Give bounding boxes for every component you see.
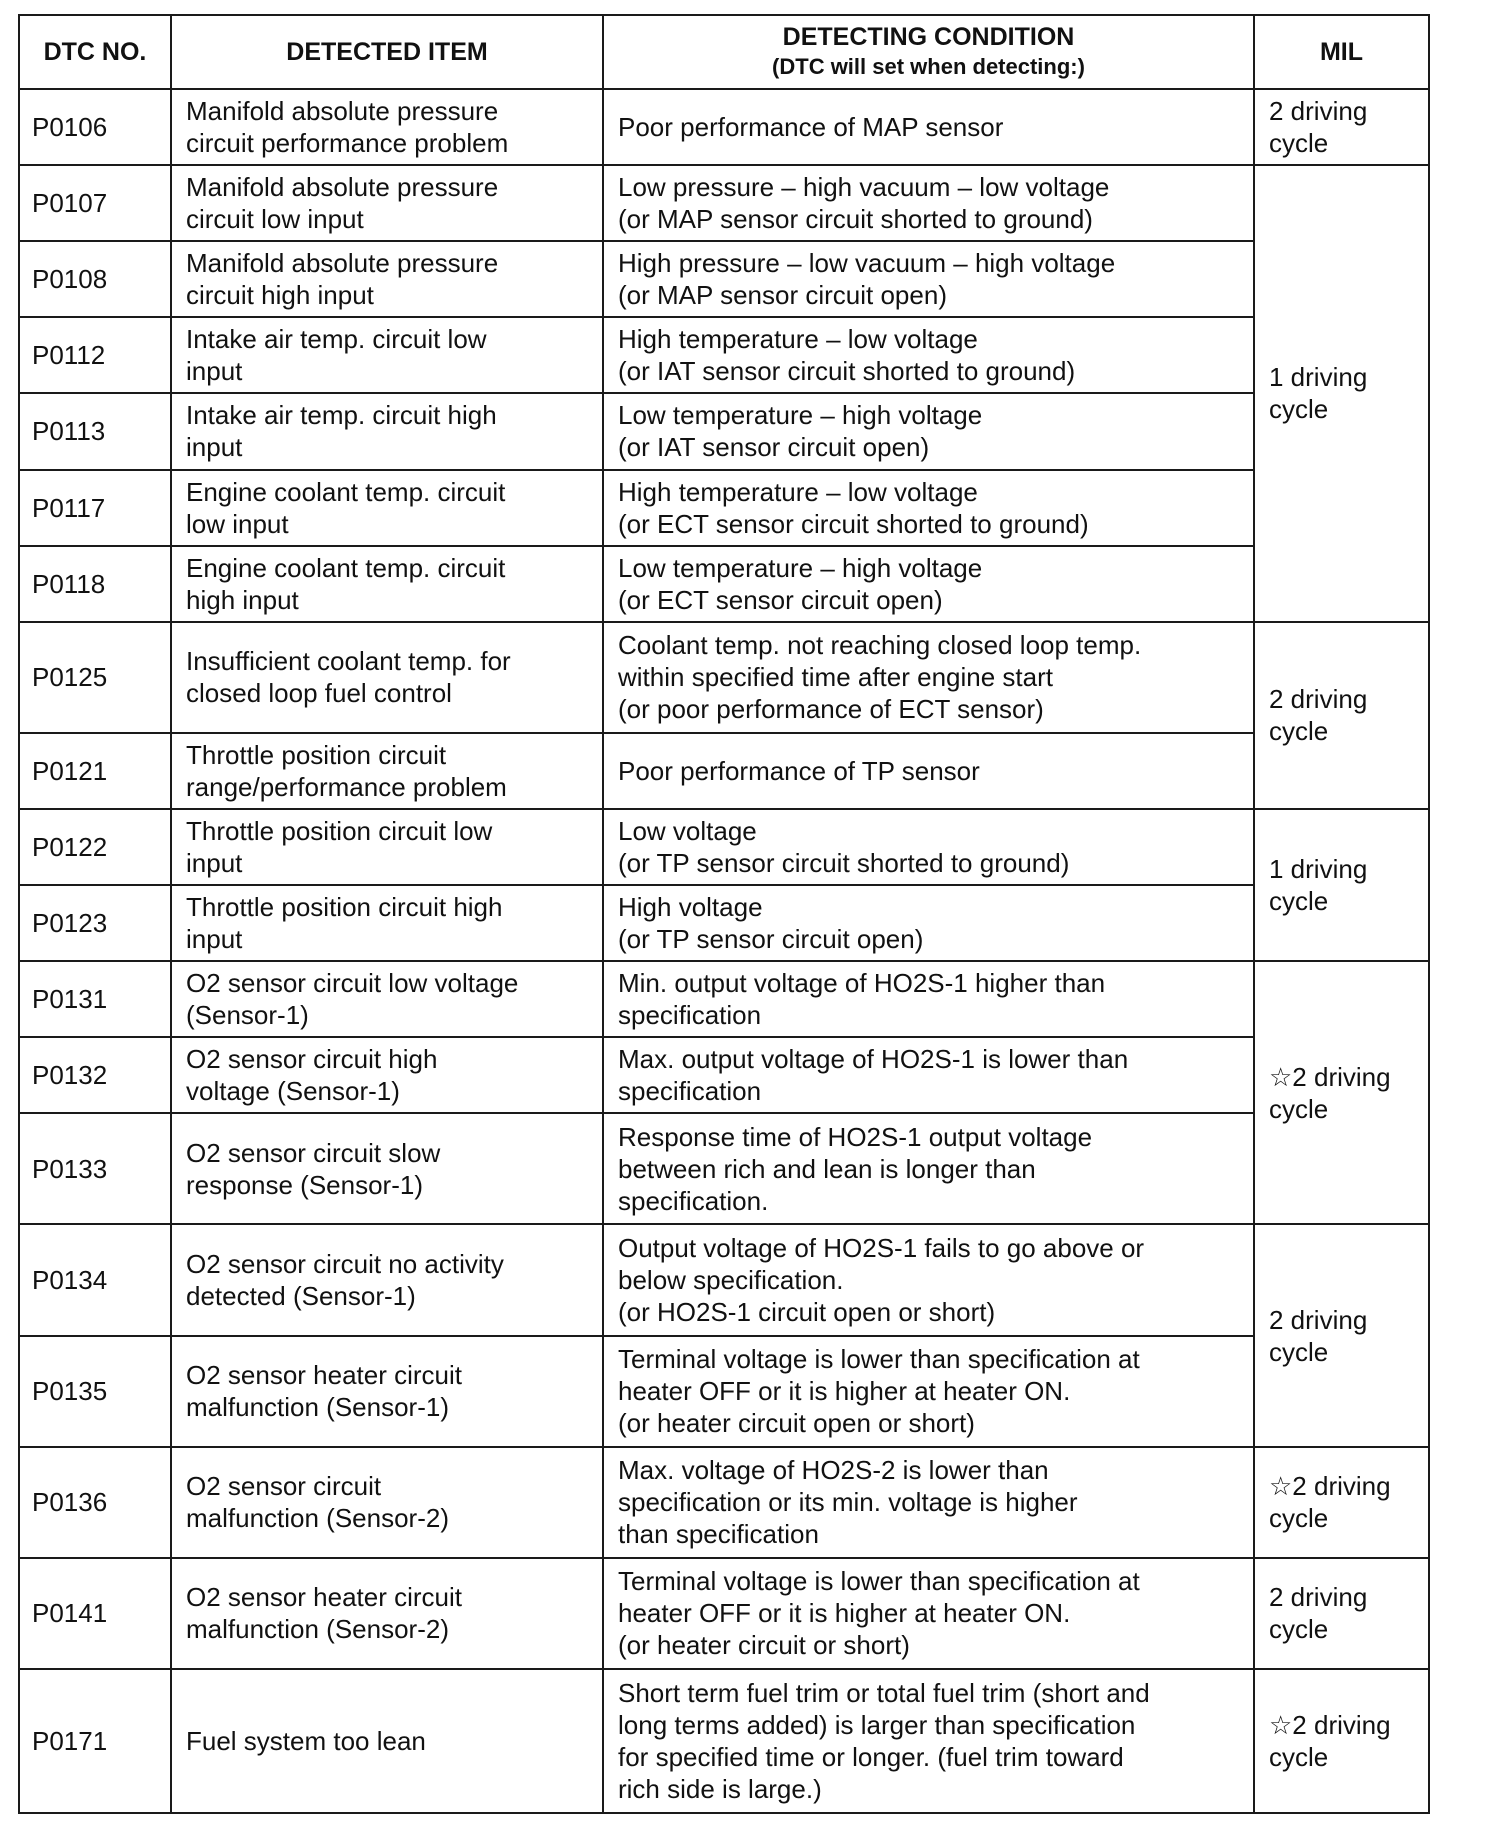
detecting-condition-line: High pressure – low vacuum – high voltage <box>618 248 1116 279</box>
detecting-condition <box>603 470 1254 546</box>
table-row <box>19 470 1429 546</box>
mil-value-line: 1 driving <box>1269 854 1368 885</box>
detected-item-line: Intake air temp. circuit low <box>186 324 487 355</box>
mil-value <box>1254 622 1429 809</box>
header-condition-title: DETECTING CONDITION <box>782 23 1075 51</box>
dtc-code: P0134 <box>19 1224 171 1335</box>
detecting-condition <box>603 733 1254 809</box>
detected-item-line: O2 sensor circuit <box>186 1471 382 1502</box>
mil-value <box>1254 809 1429 961</box>
table-row <box>19 165 1429 241</box>
detecting-condition <box>603 1224 1254 1335</box>
table-row <box>19 1224 1429 1335</box>
detected-item-line: high input <box>186 584 299 615</box>
detected-item <box>171 961 603 1037</box>
detected-item-line: Engine coolant temp. circuit <box>186 476 506 507</box>
detecting-condition-line: specification <box>618 1076 762 1107</box>
detected-item-line: Throttle position circuit <box>186 739 447 770</box>
detected-item-line: circuit performance problem <box>186 128 509 159</box>
mil-value <box>1254 89 1429 165</box>
detected-item-line: input <box>186 356 243 387</box>
detected-item-line: range/performance problem <box>186 771 507 802</box>
table-row <box>19 809 1429 885</box>
detected-item-line: voltage (Sensor-1) <box>186 1076 400 1107</box>
detected-item <box>171 393 603 469</box>
dtc-code: P0136 <box>19 1447 171 1558</box>
detecting-condition-line: Max. voltage of HO2S-2 is lower than <box>618 1455 1049 1486</box>
detecting-condition <box>603 165 1254 241</box>
detecting-condition-line: Low pressure – high vacuum – low voltage <box>618 172 1110 203</box>
detecting-condition-line: (or ECT sensor circuit open) <box>618 584 943 615</box>
detecting-condition-line: Max. output voltage of HO2S-1 is lower than <box>618 1044 1129 1075</box>
detected-item <box>171 546 603 622</box>
table-row <box>19 885 1429 961</box>
detecting-condition <box>603 1669 1254 1813</box>
table-row <box>19 241 1429 317</box>
detected-item <box>171 241 603 317</box>
dtc-code: P0135 <box>19 1336 171 1447</box>
detected-item <box>171 1113 603 1224</box>
detected-item-line: Manifold absolute pressure <box>186 96 499 127</box>
detected-item-line: O2 sensor circuit low voltage <box>186 968 519 999</box>
detected-item <box>171 1037 603 1113</box>
detecting-condition <box>603 885 1254 961</box>
detecting-condition <box>603 393 1254 469</box>
table-row <box>19 393 1429 469</box>
dtc-code: P0107 <box>19 165 171 241</box>
detected-item-line: circuit low input <box>186 204 364 235</box>
detecting-condition-line: Output voltage of HO2S-1 fails to go above or <box>618 1233 1145 1263</box>
detected-item-line: Intake air temp. circuit high <box>186 400 497 431</box>
dtc-code: P0131 <box>19 961 171 1037</box>
dtc-code: P0132 <box>19 1037 171 1113</box>
detected-item <box>171 317 603 393</box>
mil-value-line: cycle <box>1269 128 1329 159</box>
table-row <box>19 1037 1429 1113</box>
mil-value-line: cycle <box>1269 1614 1329 1645</box>
mil-value <box>1254 1558 1429 1669</box>
detected-item-line: detected (Sensor-1) <box>186 1281 416 1311</box>
detecting-condition <box>603 89 1254 165</box>
detected-item <box>171 733 603 809</box>
detected-item <box>171 1336 603 1447</box>
detected-item <box>171 165 603 241</box>
dtc-code: P0141 <box>19 1558 171 1669</box>
detecting-condition-line: (or HO2S-1 circuit open or short) <box>618 1297 996 1327</box>
table-row <box>19 1669 1429 1813</box>
dtc-code: P0121 <box>19 733 171 809</box>
detected-item <box>171 809 603 885</box>
table-row <box>19 1447 1429 1558</box>
detected-item-line: O2 sensor heater circuit <box>186 1360 463 1391</box>
detecting-condition-line: specification <box>618 1000 762 1031</box>
detecting-condition <box>603 1113 1254 1224</box>
mil-value-line: ☆2 driving <box>1269 1471 1391 1502</box>
detecting-condition-line: (or heater circuit or short) <box>618 1630 910 1661</box>
detecting-condition <box>603 546 1254 622</box>
table-row <box>19 1113 1429 1224</box>
detecting-condition-line: (or MAP sensor circuit shorted to ground) <box>618 204 1093 235</box>
detecting-condition-line: (or TP sensor circuit open) <box>618 924 924 955</box>
detected-item-line: Fuel system too lean <box>186 1725 426 1756</box>
dtc-code: P0125 <box>19 622 171 733</box>
detected-item <box>171 885 603 961</box>
detecting-condition-line: specification. <box>618 1185 769 1216</box>
detecting-condition <box>603 241 1254 317</box>
detected-item-line: O2 sensor circuit no activity <box>186 1249 504 1279</box>
dtc-code: P0133 <box>19 1113 171 1224</box>
detecting-condition <box>603 961 1254 1037</box>
header-detecting-condition <box>603 15 1254 89</box>
mil-value-line: cycle <box>1269 1093 1329 1124</box>
detected-item-line: response (Sensor-1) <box>186 1169 423 1200</box>
detecting-condition-line: (or ECT sensor circuit shorted to ground) <box>618 508 1089 539</box>
mil-value <box>1254 1669 1429 1813</box>
detecting-condition-line: heater OFF or it is higher at heater ON. <box>618 1376 1071 1407</box>
detected-item <box>171 1447 603 1558</box>
detected-item-line: low input <box>186 508 289 539</box>
detecting-condition-line: Poor performance of MAP sensor <box>618 112 1004 143</box>
table-row <box>19 317 1429 393</box>
detecting-condition-line: within specified time after engine start <box>618 662 1053 693</box>
header-row <box>19 15 1429 89</box>
detecting-condition-line: Min. output voltage of HO2S-1 higher than <box>618 968 1106 999</box>
detected-item <box>171 622 603 733</box>
header-condition-subtitle: (DTC will set when detecting:) <box>772 54 1085 79</box>
detecting-condition <box>603 1336 1254 1447</box>
mil-value <box>1254 1447 1429 1558</box>
detected-item-line: Manifold absolute pressure <box>186 172 499 203</box>
detected-item-line: O2 sensor heater circuit <box>186 1582 463 1613</box>
detecting-condition <box>603 622 1254 733</box>
detecting-condition-line: Poor performance of TP sensor <box>618 755 980 786</box>
detected-item-line: input <box>186 432 243 463</box>
mil-value-line: ☆2 driving <box>1269 1061 1391 1092</box>
detecting-condition <box>603 809 1254 885</box>
mil-value-line: cycle <box>1269 1336 1329 1367</box>
detecting-condition <box>603 1558 1254 1669</box>
table-row <box>19 622 1429 733</box>
dtc-code: P0123 <box>19 885 171 961</box>
detected-item-line: input <box>186 848 243 878</box>
table-row <box>19 733 1429 809</box>
header-dtc: DTC NO. <box>19 15 171 89</box>
detected-item-line: Throttle position circuit low <box>186 816 493 846</box>
mil-value-line: 2 driving <box>1269 684 1368 715</box>
detecting-condition <box>603 1447 1254 1558</box>
dtc-code: P0112 <box>19 317 171 393</box>
detected-item-line: circuit high input <box>186 280 374 311</box>
detected-item-line: closed loop fuel control <box>186 678 452 709</box>
dtc-code: P0106 <box>19 89 171 165</box>
mil-value-line: 2 driving <box>1269 1582 1368 1613</box>
detecting-condition-line: High temperature – low voltage <box>618 324 978 355</box>
detecting-condition-line: between rich and lean is longer than <box>618 1153 1036 1184</box>
table-row <box>19 1558 1429 1669</box>
detecting-condition-line: rich side is large.) <box>618 1773 822 1804</box>
table-row <box>19 89 1429 165</box>
dtc-code: P0122 <box>19 809 171 885</box>
detected-item-line: Engine coolant temp. circuit <box>186 552 506 583</box>
detected-item-line: malfunction (Sensor-1) <box>186 1392 449 1423</box>
detected-item-line: input <box>186 924 243 955</box>
detected-item-line: (Sensor-1) <box>186 1000 309 1031</box>
detecting-condition-line: (or IAT sensor circuit open) <box>618 432 930 463</box>
dtc-table <box>18 14 1430 1814</box>
detected-item-line: O2 sensor circuit slow <box>186 1137 441 1168</box>
mil-value-line: cycle <box>1269 716 1329 747</box>
mil-value-line: 2 driving <box>1269 1304 1368 1335</box>
dtc-code: P0171 <box>19 1669 171 1813</box>
detecting-condition-line: (or heater circuit open or short) <box>618 1408 975 1439</box>
detected-item-line: malfunction (Sensor-2) <box>186 1614 449 1645</box>
dtc-table-sheet <box>18 14 1428 1814</box>
detecting-condition-line: (or IAT sensor circuit shorted to ground) <box>618 356 1076 387</box>
mil-value-line: ☆2 driving <box>1269 1709 1391 1740</box>
header-detected-item: DETECTED ITEM <box>171 15 603 89</box>
detecting-condition-line: Coolant temp. not reaching closed loop temp. <box>618 630 1142 661</box>
detecting-condition-line: (or TP sensor circuit shorted to ground) <box>618 848 1070 878</box>
mil-value <box>1254 961 1429 1224</box>
detected-item-line: Manifold absolute pressure <box>186 248 499 279</box>
detecting-condition <box>603 1037 1254 1113</box>
detecting-condition-line: Low temperature – high voltage <box>618 552 983 583</box>
detecting-condition-line: heater OFF or it is higher at heater ON. <box>618 1598 1071 1629</box>
detecting-condition-line: (or poor performance of ECT sensor) <box>618 694 1044 725</box>
mil-value-line: cycle <box>1269 1503 1329 1534</box>
detected-item <box>171 1224 603 1335</box>
detecting-condition <box>603 317 1254 393</box>
detected-item-line: malfunction (Sensor-2) <box>186 1503 449 1534</box>
detecting-condition-line: High voltage <box>618 892 763 923</box>
mil-value <box>1254 1224 1429 1446</box>
header-mil: MIL <box>1254 15 1429 89</box>
mil-value-line: cycle <box>1269 886 1329 917</box>
detected-item-line: O2 sensor circuit high <box>186 1044 438 1075</box>
detected-item <box>171 470 603 546</box>
detected-item <box>171 1669 603 1813</box>
detected-item-line: Insufficient coolant temp. for <box>186 646 511 677</box>
detecting-condition-line: below specification. <box>618 1265 844 1295</box>
detecting-condition-line: Response time of HO2S-1 output voltage <box>618 1121 1093 1152</box>
detecting-condition-line: specification or its min. voltage is higher <box>618 1487 1078 1518</box>
table-row <box>19 961 1429 1037</box>
mil-value-line: 2 driving <box>1269 96 1368 127</box>
table-row <box>19 546 1429 622</box>
detected-item <box>171 89 603 165</box>
detecting-condition-line: long terms added) is larger than specification <box>618 1709 1136 1740</box>
detected-item <box>171 1558 603 1669</box>
detecting-condition-line: for specified time or longer. (fuel trim toward <box>618 1741 1124 1772</box>
dtc-code: P0117 <box>19 470 171 546</box>
table-row <box>19 1336 1429 1447</box>
detecting-condition-line: Short term fuel trim or total fuel trim (short and <box>618 1677 1150 1708</box>
dtc-code: P0113 <box>19 393 171 469</box>
mil-value-line: cycle <box>1269 1741 1329 1772</box>
detecting-condition-line: Low temperature – high voltage <box>618 400 983 431</box>
detecting-condition-line: Low voltage <box>618 816 757 846</box>
detecting-condition-line: Terminal voltage is lower than specification at <box>618 1566 1140 1597</box>
mil-value <box>1254 165 1429 622</box>
mil-value-line: cycle <box>1269 394 1329 425</box>
detected-item-line: Throttle position circuit high <box>186 892 503 923</box>
detecting-condition-line: High temperature – low voltage <box>618 476 978 507</box>
detecting-condition-line: Terminal voltage is lower than specification at <box>618 1344 1140 1375</box>
mil-value-line: 1 driving <box>1269 362 1368 393</box>
dtc-code: P0108 <box>19 241 171 317</box>
dtc-code: P0118 <box>19 546 171 622</box>
dtc-table-body <box>19 89 1429 1813</box>
detecting-condition-line: (or MAP sensor circuit open) <box>618 280 947 311</box>
detecting-condition-line: than specification <box>618 1519 819 1550</box>
